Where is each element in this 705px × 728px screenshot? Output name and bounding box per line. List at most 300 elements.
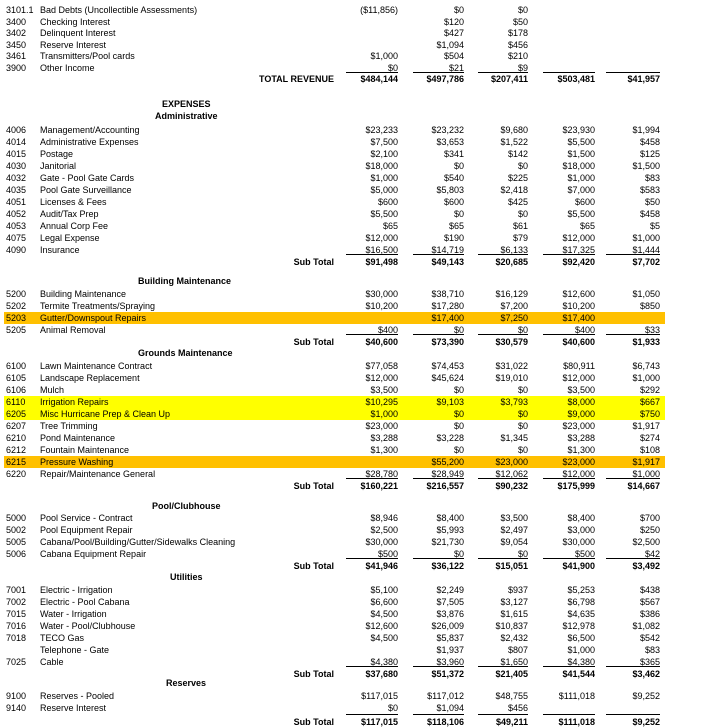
total-rule xyxy=(543,714,595,715)
amount-cell: $5,500 xyxy=(370,209,398,219)
table-row xyxy=(0,16,705,28)
amount-cell: $12,600 xyxy=(365,621,398,631)
account-description: Pool Gate Surveillance xyxy=(40,185,132,195)
amount-cell: $667 xyxy=(639,397,660,407)
subtotal-cell: $111,018 xyxy=(558,717,595,727)
amount-cell: $0 xyxy=(517,385,528,395)
amount-cell xyxy=(535,702,595,714)
amount-cell: $3,793 xyxy=(500,397,528,407)
amount-cell: $0 xyxy=(387,703,398,713)
amount-cell: $0 xyxy=(517,421,528,431)
amount-cell: $0 xyxy=(453,409,464,419)
amount-cell: $6,743 xyxy=(632,361,660,371)
amount-cell: $117,015 xyxy=(361,691,398,701)
amount-cell xyxy=(598,27,660,39)
amount-cell: $17,400 xyxy=(562,313,595,323)
total-rule xyxy=(413,254,464,255)
amount-cell: $77,058 xyxy=(365,361,398,371)
amount-cell: $65 xyxy=(579,221,595,231)
amount-cell: $5,253 xyxy=(567,585,595,595)
subtotal-cell: $1,933 xyxy=(632,337,660,347)
amount-cell: $4,500 xyxy=(370,633,398,643)
total-rule xyxy=(543,558,595,559)
amount-cell: $16,500 xyxy=(365,245,398,255)
amount-cell: $567 xyxy=(639,597,660,607)
amount-cell: $1,000 xyxy=(370,409,398,419)
amount-cell xyxy=(535,39,595,51)
subtotal-cell: $49,211 xyxy=(495,717,528,727)
account-description: Reserve Interest xyxy=(40,703,107,713)
amount-cell: $3,000 xyxy=(567,525,595,535)
total-rule xyxy=(606,254,660,255)
account-code: 7001 xyxy=(6,585,27,595)
table-row xyxy=(0,608,705,620)
table-row xyxy=(0,372,705,384)
table-row xyxy=(0,288,705,300)
subtotal-cell: $51,372 xyxy=(431,669,464,679)
amount-cell: $5,837 xyxy=(436,633,464,643)
amount-cell: $5,500 xyxy=(567,209,595,219)
amount-cell xyxy=(338,312,398,324)
amount-cell: $3,960 xyxy=(436,657,464,667)
amount-cell: $23,000 xyxy=(562,421,595,431)
subtotal-cell: $30,579 xyxy=(495,337,528,347)
table-row xyxy=(0,360,705,372)
amount-cell: $504 xyxy=(443,51,464,62)
amount-cell: $1,500 xyxy=(567,149,595,159)
table-row xyxy=(0,512,705,524)
amount-cell: $7,250 xyxy=(500,313,528,323)
account-description: Licenses & Fees xyxy=(40,197,107,207)
account-description: Water - Irrigation xyxy=(40,609,107,619)
subtotal-label: Sub Total xyxy=(293,337,334,347)
amount-cell: $0 xyxy=(387,63,398,73)
table-row xyxy=(0,184,705,196)
amount-cell: $23,233 xyxy=(365,125,398,135)
account-description: Administrative Expenses xyxy=(40,137,139,147)
total-cell: $484,144 xyxy=(360,74,398,84)
account-description: Janitorial xyxy=(40,161,77,171)
account-code: 7025 xyxy=(6,657,27,667)
amount-cell: $83 xyxy=(644,173,660,183)
subtotal-cell: $90,232 xyxy=(495,481,528,491)
account-code: 5000 xyxy=(6,513,27,523)
amount-cell: $9 xyxy=(517,63,528,73)
amount-cell: $1,300 xyxy=(567,445,595,455)
amount-cell xyxy=(598,4,660,16)
expenses-heading: EXPENSES xyxy=(162,99,211,109)
amount-cell: $1,615 xyxy=(500,609,528,619)
amount-cell: $18,000 xyxy=(562,161,595,171)
account-description: Checking Interest xyxy=(40,16,111,27)
total-rule xyxy=(606,478,660,479)
amount-cell: $16,129 xyxy=(495,289,528,299)
amount-cell: $5 xyxy=(649,221,660,231)
total-rule xyxy=(413,334,464,335)
amount-cell: $12,000 xyxy=(562,233,595,243)
account-description: Pond Maintenance xyxy=(40,433,116,443)
account-description: Gate - Pool Gate Cards xyxy=(40,173,135,183)
amount-cell: $400 xyxy=(574,325,595,335)
amount-cell: $9,000 xyxy=(567,409,595,419)
account-description: Tree Trimming xyxy=(40,421,98,431)
amount-cell: $2,249 xyxy=(436,585,464,595)
amount-cell: $7,505 xyxy=(436,597,464,607)
amount-cell: $8,400 xyxy=(567,513,595,523)
amount-cell: $3,288 xyxy=(370,433,398,443)
amount-cell xyxy=(535,27,595,39)
account-description: Reserves - Pooled xyxy=(40,691,115,701)
account-description: Cable xyxy=(40,657,64,667)
amount-cell: $225 xyxy=(507,173,528,183)
table-row xyxy=(0,208,705,220)
total-rule xyxy=(346,254,398,255)
table-row xyxy=(0,172,705,184)
amount-cell: $18,000 xyxy=(365,161,398,171)
amount-cell: $1,000 xyxy=(567,645,595,655)
total-rule xyxy=(543,478,595,479)
total-rule xyxy=(413,478,464,479)
subtotal-cell: $15,051 xyxy=(495,561,528,571)
amount-cell: $10,837 xyxy=(495,621,528,631)
amount-cell: $23,232 xyxy=(431,125,464,135)
amount-cell: $0 xyxy=(453,385,464,395)
amount-cell: $600 xyxy=(574,197,595,207)
total-cell: $497,786 xyxy=(426,74,464,84)
table-row xyxy=(0,432,705,444)
account-description: TECO Gas xyxy=(40,633,85,643)
subtotal-label: Sub Total xyxy=(293,561,334,571)
account-description: Reserve Interest xyxy=(40,39,107,50)
account-description: Water - Pool/Clubhouse xyxy=(40,621,136,631)
amount-cell: $7,500 xyxy=(370,137,398,147)
amount-cell: $31,022 xyxy=(495,361,528,371)
subtotal-cell: $36,122 xyxy=(431,561,464,571)
amount-cell: $50 xyxy=(512,16,528,27)
amount-cell: $83 xyxy=(644,645,660,655)
amount-cell: $21,730 xyxy=(431,537,464,547)
amount-cell: $1,000 xyxy=(370,51,398,62)
amount-cell: $17,400 xyxy=(431,313,464,323)
account-code: 6205 xyxy=(6,409,27,419)
table-row xyxy=(0,136,705,148)
amount-cell: $65 xyxy=(448,221,464,231)
amount-cell: $9,103 xyxy=(436,397,464,407)
amount-cell: $365 xyxy=(639,657,660,667)
amount-cell: $2,100 xyxy=(370,149,398,159)
total-rule xyxy=(606,558,660,559)
amount-cell: $26,009 xyxy=(431,621,464,631)
amount-cell: $10,295 xyxy=(365,397,398,407)
amount-cell: $386 xyxy=(639,609,660,619)
subtotal-row xyxy=(0,716,705,728)
section-title: Reserves xyxy=(166,678,207,688)
account-code: 4051 xyxy=(6,197,27,207)
amount-cell xyxy=(338,27,398,39)
amount-cell: $28,780 xyxy=(365,469,398,479)
amount-cell xyxy=(338,16,398,28)
amount-cell: $79 xyxy=(512,233,528,243)
total-rule xyxy=(346,714,398,715)
amount-cell: $1,000 xyxy=(632,233,660,243)
amount-cell: $3,876 xyxy=(436,609,464,619)
amount-cell: $500 xyxy=(574,549,595,559)
account-code: 9100 xyxy=(6,691,27,701)
account-code: 6212 xyxy=(6,445,27,455)
amount-cell xyxy=(338,39,398,51)
amount-cell: $400 xyxy=(377,325,398,335)
amount-cell: $4,500 xyxy=(370,609,398,619)
subtotal-cell: $40,600 xyxy=(562,337,595,347)
table-row xyxy=(0,620,705,632)
amount-cell: $6,600 xyxy=(370,597,398,607)
amount-cell: $456 xyxy=(507,39,528,50)
total-rule xyxy=(606,334,660,335)
amount-cell xyxy=(535,50,595,62)
subtotal-row xyxy=(0,560,705,572)
table-row xyxy=(0,300,705,312)
total-rule xyxy=(606,714,660,715)
account-code: 7016 xyxy=(6,621,27,631)
subtotal-cell: $41,946 xyxy=(365,561,398,571)
amount-cell: $600 xyxy=(377,197,398,207)
amount-cell: $8,946 xyxy=(370,513,398,523)
account-description: Animal Removal xyxy=(40,325,106,335)
total-rule xyxy=(543,254,595,255)
amount-cell: $3,127 xyxy=(500,597,528,607)
amount-cell: $937 xyxy=(507,585,528,595)
account-code: 7015 xyxy=(6,609,27,619)
total-cell: $41,957 xyxy=(627,74,660,84)
amount-cell: $10,200 xyxy=(365,301,398,311)
amount-cell xyxy=(535,4,595,16)
amount-cell: $210 xyxy=(507,51,528,62)
total-rule xyxy=(478,254,528,255)
amount-cell: $65 xyxy=(382,221,398,231)
table-row xyxy=(0,420,705,432)
amount-cell: $274 xyxy=(639,433,660,443)
amount-cell: $427 xyxy=(443,28,464,39)
amount-cell: $61 xyxy=(512,221,528,231)
amount-cell: ($11,856) xyxy=(360,5,398,15)
table-row xyxy=(0,50,705,62)
amount-cell: $458 xyxy=(639,137,660,147)
subtotal-cell: $41,544 xyxy=(562,669,595,679)
amount-cell: $1,000 xyxy=(632,373,660,383)
amount-cell: $425 xyxy=(507,197,528,207)
account-description: Mulch xyxy=(40,385,65,395)
amount-cell: $12,600 xyxy=(562,289,595,299)
account-code: 4052 xyxy=(6,209,27,219)
account-description: Audit/Tax Prep xyxy=(40,209,99,219)
amount-cell: $0 xyxy=(517,5,528,15)
amount-cell: $12,978 xyxy=(562,621,595,631)
table-row xyxy=(0,524,705,536)
amount-cell: $0 xyxy=(517,325,528,335)
amount-cell: $23,930 xyxy=(562,125,595,135)
total-rule xyxy=(346,558,398,559)
amount-cell: $458 xyxy=(639,209,660,219)
total-rule xyxy=(346,334,398,335)
subtotal-cell: $49,143 xyxy=(431,257,464,267)
account-code: 6207 xyxy=(6,421,27,431)
account-description: Cabana/Pool/Building/Gutter/Sidewalks Cleaning xyxy=(40,537,236,547)
subtotal-cell: $175,999 xyxy=(557,481,595,491)
amount-cell: $125 xyxy=(639,149,660,159)
amount-cell: $583 xyxy=(639,185,660,195)
account-description: Termite Treatments/Spraying xyxy=(40,301,156,311)
amount-cell: $4,380 xyxy=(567,657,595,667)
amount-cell: $5,993 xyxy=(436,525,464,535)
amount-cell: $341 xyxy=(443,149,464,159)
amount-cell: $1,050 xyxy=(632,289,660,299)
account-code: 6220 xyxy=(6,469,27,479)
amount-cell: $142 xyxy=(507,149,528,159)
amount-cell: $111,018 xyxy=(558,691,595,701)
subtotal-label: Sub Total xyxy=(293,481,334,491)
total-revenue-row xyxy=(0,73,705,85)
account-description: Electric - Irrigation xyxy=(40,585,113,595)
amount-cell: $2,432 xyxy=(500,633,528,643)
account-code: 6110 xyxy=(6,397,26,407)
amount-cell: $0 xyxy=(453,325,464,335)
amount-cell: $48,755 xyxy=(495,691,528,701)
table-row xyxy=(0,584,705,596)
account-code: 4014 xyxy=(6,137,27,147)
account-description: Other Income xyxy=(40,63,95,73)
table-row xyxy=(0,220,705,232)
amount-cell xyxy=(338,456,398,468)
amount-cell: $8,000 xyxy=(567,397,595,407)
amount-cell: $30,000 xyxy=(365,537,398,547)
total-rule xyxy=(478,478,528,479)
amount-cell: $33 xyxy=(644,325,660,335)
account-code: 5202 xyxy=(6,301,27,311)
table-row xyxy=(0,39,705,51)
amount-cell: $3,500 xyxy=(370,385,398,395)
account-code: 3900 xyxy=(6,63,27,73)
amount-cell: $45,624 xyxy=(431,373,464,383)
amount-cell: $12,000 xyxy=(365,233,398,243)
subtotal-cell: $3,492 xyxy=(632,561,660,571)
amount-cell: $80,911 xyxy=(563,361,595,371)
account-description: Legal Expense xyxy=(40,233,100,243)
amount-cell: $2,500 xyxy=(370,525,398,535)
total-rule xyxy=(606,666,660,667)
amount-cell: $30,000 xyxy=(562,537,595,547)
account-code: 4035 xyxy=(6,185,27,195)
amount-cell: $12,000 xyxy=(562,469,595,479)
total-rule xyxy=(346,478,398,479)
amount-cell: $1,500 xyxy=(632,161,660,171)
account-code: 5203 xyxy=(6,313,27,323)
amount-cell: $0 xyxy=(517,445,528,455)
account-code: 4006 xyxy=(6,125,27,135)
amount-cell: $6,133 xyxy=(500,245,528,255)
amount-cell: $117,012 xyxy=(427,691,464,701)
amount-cell: $190 xyxy=(443,233,464,243)
amount-cell: $3,500 xyxy=(567,385,595,395)
amount-cell: $5,100 xyxy=(370,585,398,595)
account-description: Annual Corp Fee xyxy=(40,221,109,231)
amount-cell: $0 xyxy=(517,209,528,219)
section-title: Building Maintenance xyxy=(138,276,232,286)
account-description: Misc Hurricane Prep & Clean Up xyxy=(40,409,171,419)
account-code: 6106 xyxy=(6,385,27,395)
account-description: Management/Accounting xyxy=(40,125,140,135)
amount-cell: $6,798 xyxy=(567,597,595,607)
section-title: Grounds Maintenance xyxy=(138,348,233,358)
amount-cell: $17,280 xyxy=(431,301,464,311)
table-row xyxy=(0,444,705,456)
table-row xyxy=(4,396,665,408)
total-rule xyxy=(413,714,464,715)
amount-cell: $1,000 xyxy=(632,469,660,479)
amount-cell: $74,453 xyxy=(431,361,464,371)
account-code: 4053 xyxy=(6,221,27,231)
subtotal-label: Sub Total xyxy=(293,717,334,727)
account-code: 4090 xyxy=(6,245,27,255)
amount-cell: $23,000 xyxy=(365,421,398,431)
subtotal-cell: $9,252 xyxy=(632,717,660,727)
account-code: 5205 xyxy=(6,325,27,335)
total-cell: $503,481 xyxy=(557,74,595,84)
account-description: Pool Equipment Repair xyxy=(40,525,133,535)
account-code: 5002 xyxy=(6,525,27,535)
account-code xyxy=(6,644,38,656)
amount-cell: $12,062 xyxy=(495,469,528,479)
section-title: Pool/Clubhouse xyxy=(152,501,221,511)
subtotal-row xyxy=(0,336,705,348)
table-row xyxy=(0,124,705,136)
account-code: 6215 xyxy=(6,457,27,467)
account-description: Bad Debts (Uncollectible Assessments) xyxy=(40,5,198,15)
account-code: 9140 xyxy=(6,703,27,713)
amount-cell: $23,000 xyxy=(562,457,595,467)
amount-cell xyxy=(598,702,660,714)
amount-cell: $4,635 xyxy=(567,609,595,619)
amount-cell: $5,000 xyxy=(370,185,398,195)
amount-cell: $7,200 xyxy=(500,301,528,311)
account-description: Repair/Maintenance General xyxy=(40,469,156,479)
total-rule xyxy=(413,558,464,559)
table-row xyxy=(0,644,705,656)
total-rule xyxy=(346,666,398,667)
amount-cell: $0 xyxy=(453,445,464,455)
table-row xyxy=(0,596,705,608)
table-row xyxy=(0,690,705,702)
amount-cell: $250 xyxy=(639,525,660,535)
amount-cell: $3,500 xyxy=(500,513,528,523)
subtotal-row xyxy=(0,668,705,680)
amount-cell: $500 xyxy=(377,549,398,559)
amount-cell: $0 xyxy=(453,549,464,559)
subtotal-label: Sub Total xyxy=(293,669,334,679)
amount-cell: $19,010 xyxy=(495,373,528,383)
total-rule xyxy=(543,666,595,667)
amount-cell: $1,650 xyxy=(500,657,528,667)
amount-cell: $1,937 xyxy=(436,645,464,655)
amount-cell: $1,000 xyxy=(567,173,595,183)
amount-cell: $0 xyxy=(517,549,528,559)
table-row xyxy=(4,408,665,420)
account-description: Gutter/Downspout Repairs xyxy=(40,313,147,323)
subtotal-cell: $37,680 xyxy=(365,669,398,679)
section-title: Utilities xyxy=(170,572,203,582)
account-code: 4032 xyxy=(6,173,27,183)
amount-cell: $28,949 xyxy=(431,469,464,479)
account-code: 6100 xyxy=(6,361,27,371)
